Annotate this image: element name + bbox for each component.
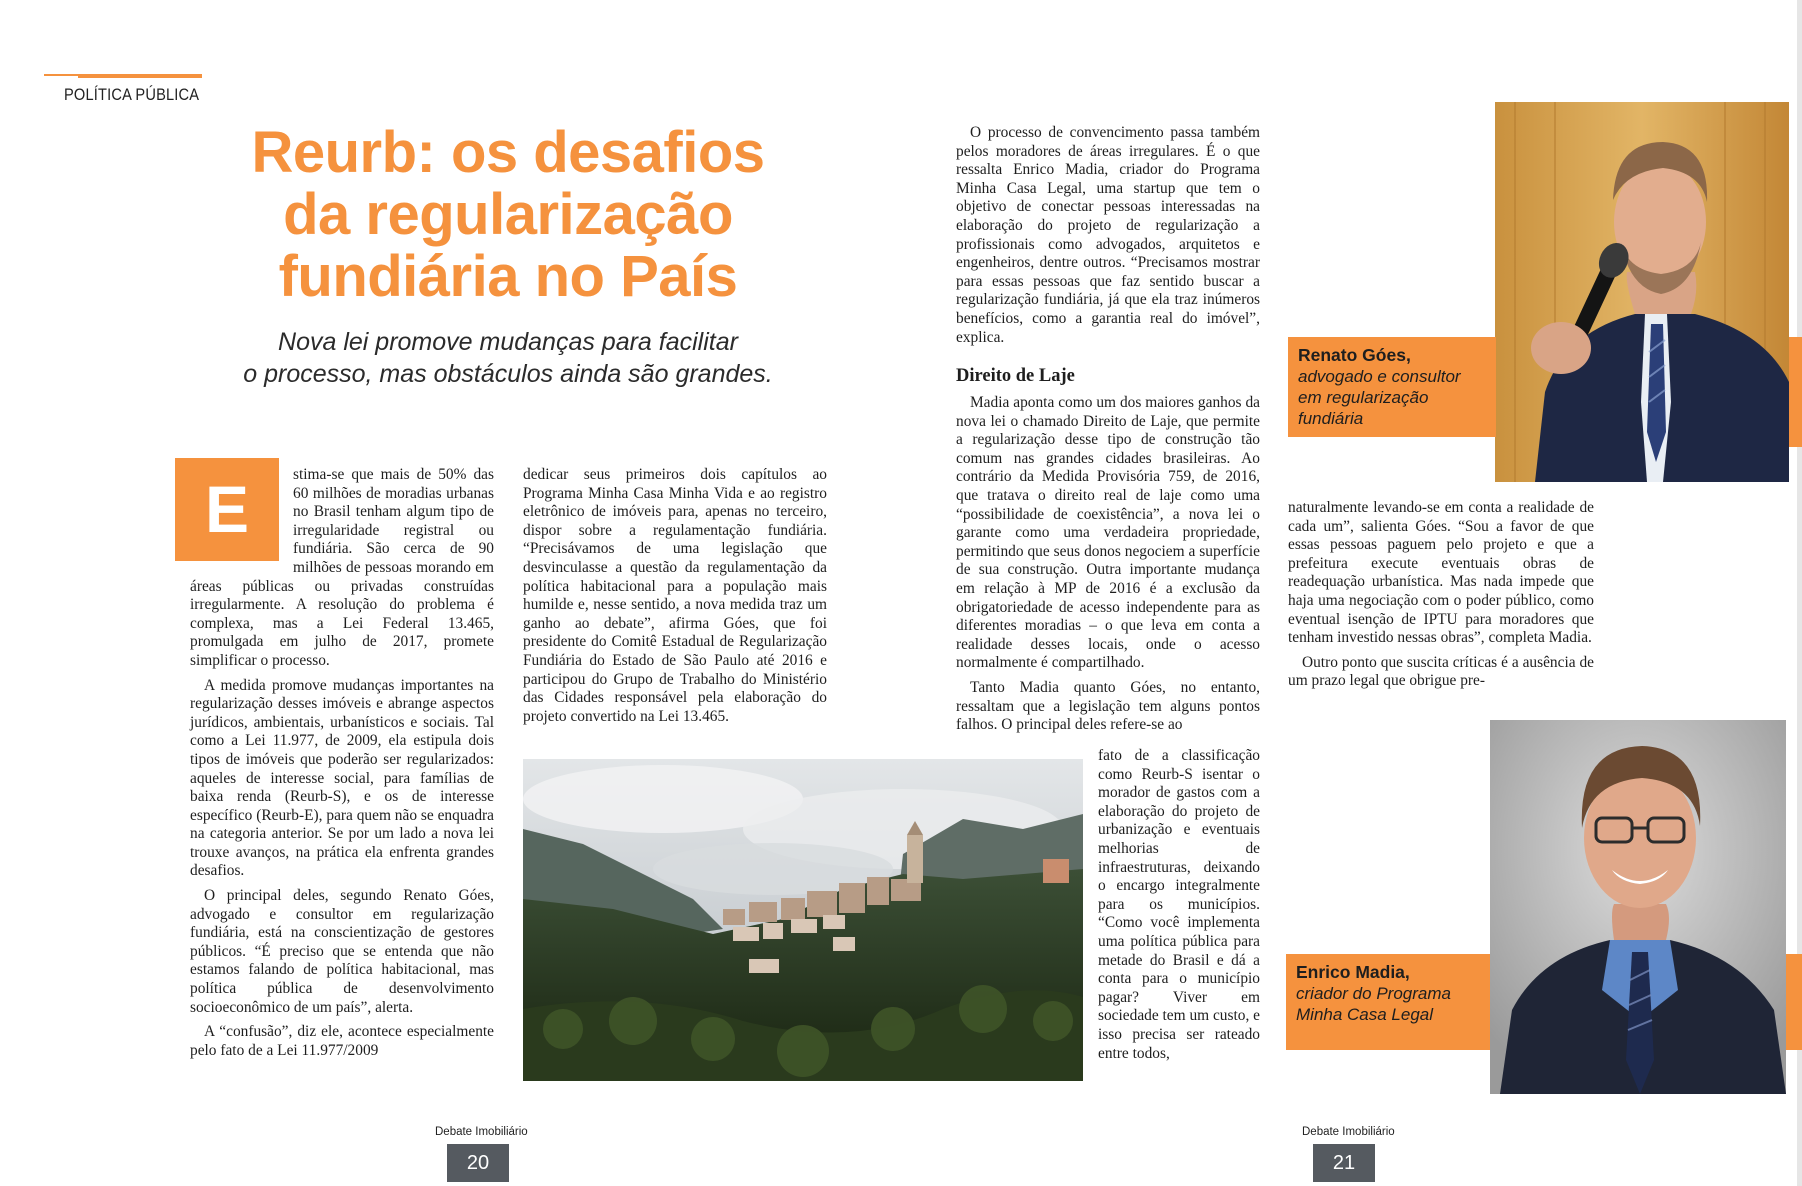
caption-renato-goes [1288,337,1496,437]
body-column-2 [523,466,827,732]
title-line: Reurb: os desafios [251,120,765,185]
speaker-photo [1495,102,1789,482]
title-line: fundiária no País [278,244,738,309]
paragraph: Madia aponta como um dos maiores ganhos da nova lei o chamado Direito de Laje, que permite a regularização desse tipo de construção tão comum nas grandes cidades brasileiras. Ao contrário da Medida Provisória 759, de 2016, que tratava o direito real de laje como uma “possibilidade de coexistência”, a nova lei o garante como uma verdadeira propriedade, permitindo que seus donos negociem a superfície de sua construção. Outra importante mudança em relação à MP de 2016 é a exclusão da obrigatoriedade de acesso independente para as diferentes moradias – o que leva em conta a realidade desses locais, onde o acesso normalmente é compartilhado. [956,394,1260,672]
caption-role: advogado e consultor em regularização fundiária [1298,367,1461,428]
paragraph-text: stima-se que mais de 50% das 60 milhões de moradias urbanas no Brasil tenham algum tipo de irregularidade registral ou fundiária. São cerca de 90 milhões de pessoas morando em áreas públicas ou privadas construídas irregularmente. A resolução do problema é complexa, mas a Lei Federal 13.465, promulgada em julho de 2017, promete simplificar o processo. [190,466,494,669]
caption-name: Enrico Madia, [1296,962,1410,982]
footer-publication-left: Debate Imobiliário [435,1126,528,1138]
paragraph: O principal deles, segundo Renato Góes, advogado e consultor em regularização fundiária, está na conscientização de gestores públicos. “É preciso que se entenda que não estamos falando de política habitacional, mas política pública de desenvolvimento socioeconômico de um país”, alerta. [190,887,494,1016]
paragraph: fato de a classificação como Reurb-S isentar o morador de gastos com a elaboração do projeto de urbanização e eventuais melhorias de infraestruturas, deixando o encargo integralmente para os municípios. “Como você implementa uma política pública para metade do Brasil e dá a conta para o município pagar? Viver em sociedade tem um custo, e isso precisa ser rateado entre todos, [1098,747,1260,1062]
body-column-4 [1288,499,1594,697]
caption-name: Renato Góes, [1298,345,1411,365]
body-column-3-narrow [1098,747,1260,1069]
body-column-3 [956,124,1260,353]
caption-edge-strip [1786,954,1802,1050]
body-column-3-continued [956,394,1260,741]
paragraph [190,466,494,671]
portrait-renato-goes [1495,102,1789,482]
hillside-village-image [523,759,1083,1081]
page-number-left: 20 [447,1144,509,1182]
section-subtitle-direito-de-laje: Direito de Laje [956,366,1075,386]
paragraph: Outro ponto que suscita críticas é a ausência de um prazo legal que obrigue pre- [1288,653,1594,690]
section-tag [44,74,200,105]
landscape-photo [523,759,1083,1081]
title-line: da regularização [283,182,733,247]
portrait-enrico-madia [1490,720,1786,1094]
paragraph: Tanto Madia quanto Góes, no entanto, ressaltam que a legislação tem alguns pontos falhos. O principal deles refere-se ao [956,678,1260,734]
drop-cap: E [175,458,279,561]
caption-role: criador do Programa Minha Casa Legal [1296,984,1451,1024]
article-title [190,122,826,308]
paragraph: A medida promove mudanças importantes na regularização desses imóveis e abrange aspectos jurídicos, ambientais, urbanísticos e sociais. Tal como a Lei 11.977, de 2009, ela estipula dois tipos de imóveis que poderão ser regularizados: aqueles de interesse social, para famílias de baixa renda (Reurb-S), e os de interesse específico (Reurb-E), para quem não se enquadra na categoria anterior. Se por um lado a nova lei trouxe avanços, na prática ela enfrenta grandes desafios. [190,676,494,880]
caption-enrico-madia [1286,954,1490,1050]
paragraph: A “confusão”, diz ele, acontece especialmente pelo fato de a Lei 11.977/2009 [190,1023,494,1059]
article-subtitle [200,326,816,390]
caption-edge-strip [1789,337,1802,447]
section-rule-accent [78,74,202,78]
section-label: POLÍTICA PÚBLICA [64,85,200,104]
paragraph: O processo de convencimento passa também pelos moradores de áreas irregulares. É o que ressalta Enrico Madia, criador do Programa Minha Casa Legal, uma startup que tem o objetivo de conectar pessoas interessadas na elaboração do projeto de regularização a profissionais como advogados, arquitetos e engenheiros, dentre outros. “Precisamos mostrar para essas pessoas que faz sentido buscar a regularização fundiária, já que ela traz inúmeros benefícios, como a garantia real do imóvel”, explica. [956,124,1260,346]
subtitle-line: Nova lei promove mudanças para facilitar [278,328,738,356]
paragraph: naturalmente levando-se em conta a realidade de cada um”, salienta Góes. “Sou a favor de que essas pessoas paguem pelo projeto e que a prefeitura execute eventuais obras de readequação urbanística. Mas nada impede que haja uma negociação com o poder público, como eventual isenção de IPTU para moradores que tenham investido nessas obras”, completa Madia. [1288,499,1594,647]
paragraph: dedicar seus primeiros dois capítulos ao Programa Minha Casa Minha Vida e ao registro eletrônico de imóveis para, apenas no terceiro, dispor sobre a regulamentação fundiária. “Precisávamos de uma legislação que desvinculasse a questão da regulamentação da política habitacional para a população mais humilde e, nesse sentido, a nova medida traz um ganho ao debate”, afirma Góes, que foi presidente do Comitê Estadual de Regularização Fundiária do Estado de São Paulo até 2016 e participou do Grupo de Trabalho do Ministério das Cidades responsável pela elaboração do projeto convertido na Lei 13.465. [523,466,827,725]
subtitle-line: o processo, mas obstáculos ainda são grandes. [243,360,773,388]
body-column-1 [190,466,494,1066]
headshot-photo [1490,720,1786,1094]
footer-publication-right: Debate Imobiliário [1302,1126,1395,1138]
page-number-right: 21 [1313,1144,1375,1182]
